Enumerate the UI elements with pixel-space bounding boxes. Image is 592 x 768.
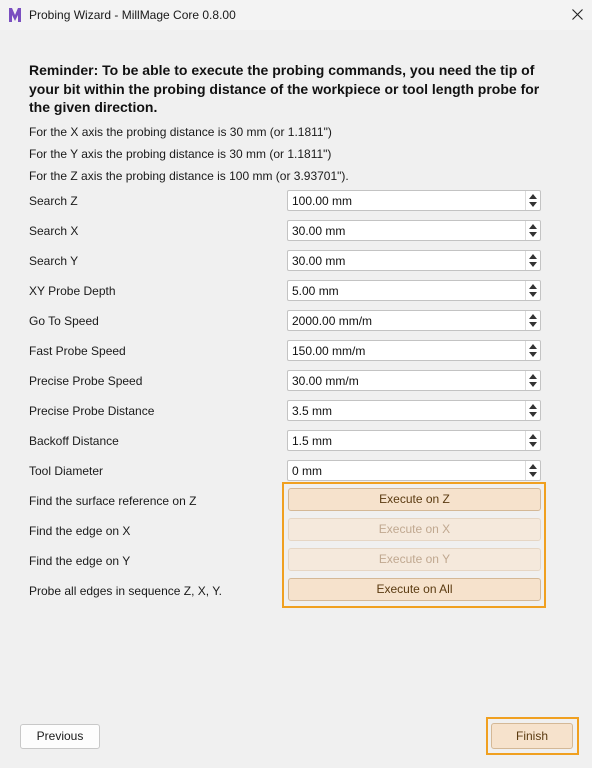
spinbox-arrows <box>525 461 540 480</box>
spinbox-input[interactable] <box>287 310 541 331</box>
spinbox-value: 2000.00 mm/m <box>292 314 373 328</box>
chevron-up-icon[interactable] <box>529 194 537 199</box>
spinbox-input[interactable] <box>287 220 541 241</box>
field-label: Go To Speed <box>29 314 99 328</box>
window-title: Probing Wizard - MillMage Core 0.8.00 <box>29 8 236 22</box>
spinbox-arrows <box>525 251 540 270</box>
chevron-down-icon[interactable] <box>529 442 537 447</box>
spinbox-arrows <box>525 221 540 240</box>
execute-button: Execute on Y <box>288 548 541 571</box>
spinbox-value: 150.00 mm/m <box>292 344 366 358</box>
field-label: Tool Diameter <box>29 464 104 478</box>
y-axis-note: For the Y axis the probing distance is 30 mm (or 1.1811") <box>29 147 332 161</box>
spinbox-arrows <box>525 371 540 390</box>
spinbox-value: 30.00 mm/m <box>292 374 359 388</box>
action-label: Find the surface reference on Z <box>29 494 197 508</box>
chevron-down-icon[interactable] <box>529 262 537 267</box>
chevron-down-icon[interactable] <box>529 292 537 297</box>
close-icon <box>572 9 583 20</box>
action-label: Find the edge on Y <box>29 554 131 568</box>
field-label: Precise Probe Speed <box>29 374 143 388</box>
chevron-up-icon[interactable] <box>529 404 537 409</box>
spinbox-input[interactable] <box>287 190 541 211</box>
spinbox-value: 5.00 mm <box>292 284 339 298</box>
chevron-down-icon[interactable] <box>529 322 537 327</box>
spinbox-input[interactable] <box>287 340 541 361</box>
chevron-up-icon[interactable] <box>529 284 537 289</box>
chevron-down-icon[interactable] <box>529 352 537 357</box>
previous-button[interactable]: Previous <box>20 724 100 749</box>
chevron-down-icon[interactable] <box>529 472 537 477</box>
field-label: XY Probe Depth <box>29 284 116 298</box>
spinbox-input[interactable] <box>287 370 541 391</box>
spinbox-value: 30.00 mm <box>292 224 346 238</box>
field-label: Search X <box>29 224 79 238</box>
chevron-up-icon[interactable] <box>529 374 537 379</box>
spinbox-value: 3.5 mm <box>292 404 333 418</box>
chevron-up-icon[interactable] <box>529 254 537 259</box>
chevron-up-icon[interactable] <box>529 344 537 349</box>
execute-button[interactable]: Execute on Z <box>288 488 541 511</box>
spinbox-input[interactable] <box>287 250 541 271</box>
spinbox-input[interactable] <box>287 400 541 421</box>
field-label: Search Z <box>29 194 78 208</box>
field-label: Search Y <box>29 254 79 268</box>
spinbox-value: 0 mm <box>292 464 322 478</box>
chevron-down-icon[interactable] <box>529 232 537 237</box>
chevron-up-icon[interactable] <box>529 224 537 229</box>
spinbox-arrows <box>525 191 540 210</box>
chevron-up-icon[interactable] <box>529 314 537 319</box>
spinbox-value: 30.00 mm <box>292 254 346 268</box>
chevron-down-icon[interactable] <box>529 412 537 417</box>
spinbox-input[interactable] <box>287 280 541 301</box>
spinbox-arrows <box>525 281 540 300</box>
millmage-app-icon <box>8 7 22 23</box>
reminder-text: Reminder: To be able to execute the probing commands, you need the tip of your bit within the probing distance of the workpiece or tool length probe for the given direction. <box>29 62 540 115</box>
chevron-down-icon[interactable] <box>529 202 537 207</box>
spinbox-arrows <box>525 311 540 330</box>
spinbox-arrows <box>525 341 540 360</box>
spinbox-input[interactable] <box>287 430 541 451</box>
spinbox-arrows <box>525 401 540 420</box>
spinbox-input[interactable] <box>287 460 541 481</box>
spinbox-value: 100.00 mm <box>292 194 353 208</box>
action-label: Probe all edges in sequence Z, X, Y. <box>29 584 223 598</box>
chevron-up-icon[interactable] <box>529 464 537 469</box>
title-bar <box>0 0 592 30</box>
field-label: Fast Probe Speed <box>29 344 126 358</box>
chevron-up-icon[interactable] <box>529 434 537 439</box>
x-axis-note: For the X axis the probing distance is 30 mm (or 1.1811") <box>29 125 332 139</box>
spinbox-arrows <box>525 431 540 450</box>
finish-button[interactable]: Finish <box>491 723 573 749</box>
close-button[interactable] <box>562 0 592 30</box>
field-label: Backoff Distance <box>29 434 119 448</box>
chevron-down-icon[interactable] <box>529 382 537 387</box>
execute-button[interactable]: Execute on All <box>288 578 541 601</box>
z-axis-note: For the Z axis the probing distance is 100 mm (or 3.93701"). <box>29 169 349 183</box>
spinbox-value: 1.5 mm <box>292 434 333 448</box>
execute-button: Execute on X <box>288 518 541 541</box>
action-label: Find the edge on X <box>29 524 131 538</box>
field-label: Precise Probe Distance <box>29 404 155 418</box>
